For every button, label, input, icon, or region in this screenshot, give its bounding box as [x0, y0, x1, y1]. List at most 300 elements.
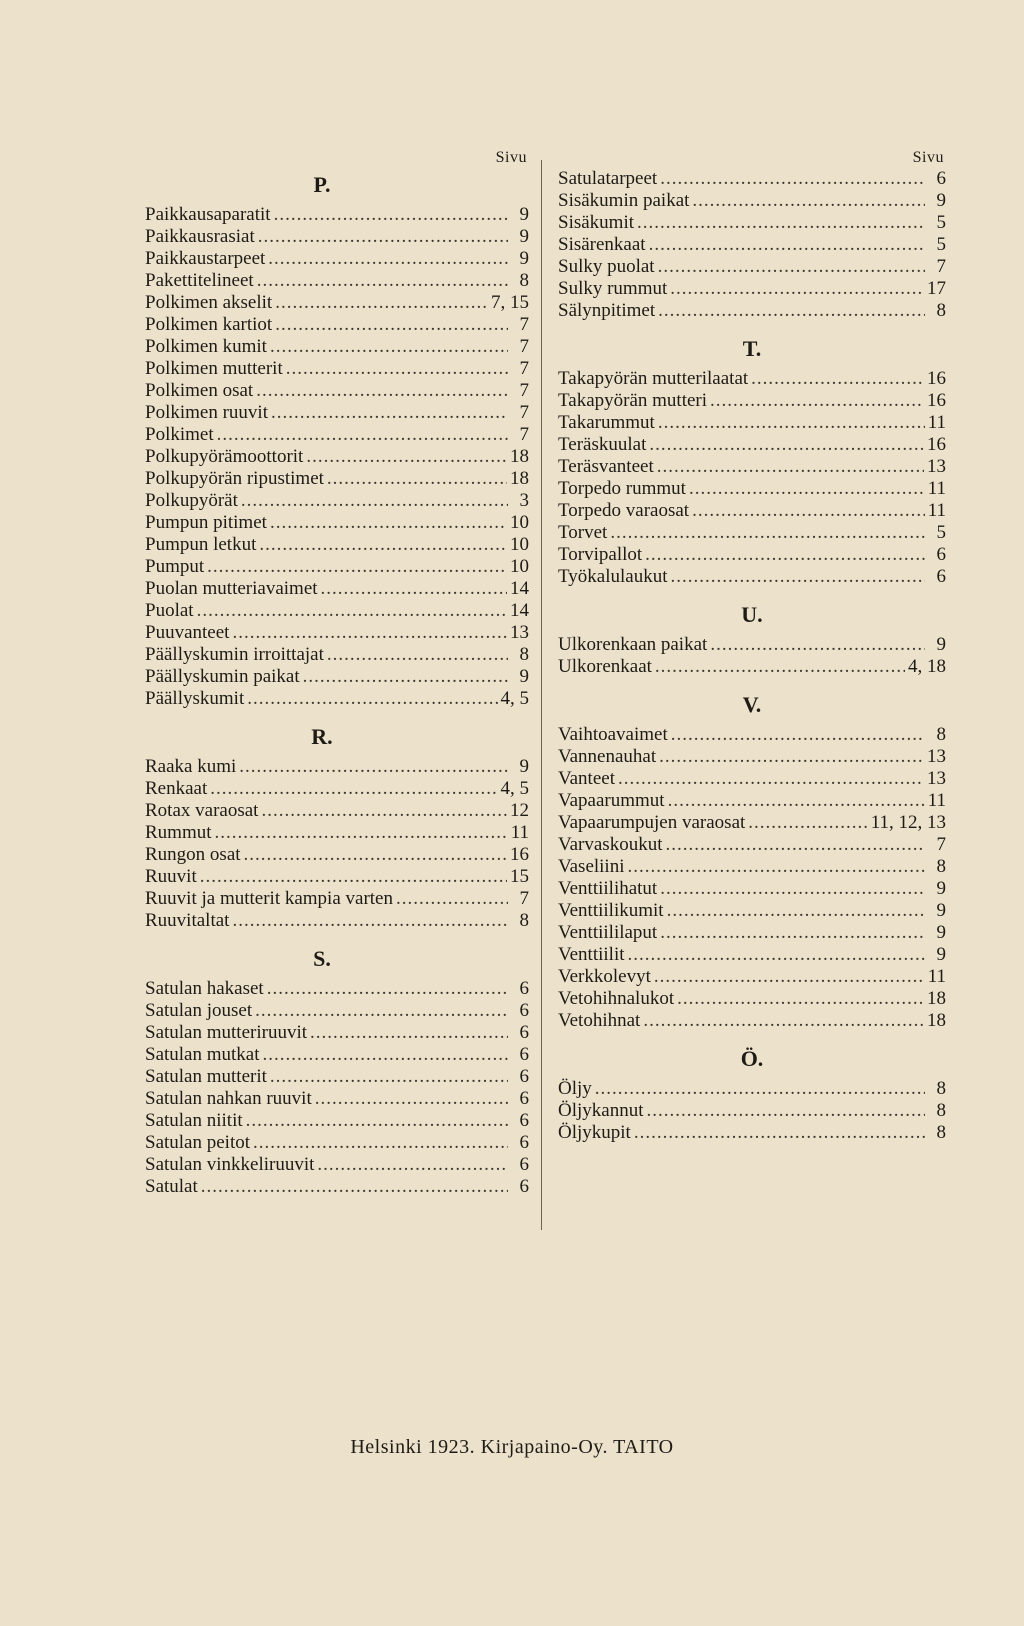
index-entry	[145, 292, 529, 314]
entry-page-number: 7	[519, 314, 529, 335]
index-entry	[558, 456, 946, 478]
entry-name: Satulan peitot	[145, 1132, 251, 1153]
entry-name: Teräskuulat	[558, 434, 647, 455]
entry-page-number: 6	[936, 168, 946, 189]
entry-name: Satulan niitit	[145, 1110, 243, 1131]
index-entry	[145, 844, 529, 866]
entry-name: Rummut	[145, 822, 212, 843]
dot-leader	[628, 944, 926, 966]
dot-leader	[274, 204, 508, 226]
index-entry	[558, 368, 946, 390]
dot-leader	[239, 756, 508, 778]
dot-leader	[670, 278, 924, 300]
page-column-header: Sivu	[912, 149, 944, 166]
index-section	[558, 692, 946, 1032]
index-entry	[558, 412, 946, 434]
section-letter-heading: P.	[313, 172, 331, 197]
entry-page-number: 15	[510, 866, 529, 887]
entry-page-number: 7, 15	[491, 292, 529, 313]
index-entry	[145, 688, 529, 710]
entry-page-number: 7	[519, 424, 529, 445]
entry-page-number: 5	[936, 212, 946, 233]
entry-name: Pumpun letkut	[145, 534, 257, 555]
entry-page-number: 9	[519, 226, 529, 247]
dot-leader	[643, 1010, 924, 1032]
entry-page-number: 4, 5	[500, 778, 529, 799]
entry-page-number: 11	[927, 966, 946, 987]
entry-page-number: 9	[519, 756, 529, 777]
index-entry	[145, 910, 529, 932]
entry-page-number: 6	[519, 1066, 529, 1087]
entry-name: Satulan mutkat	[145, 1044, 260, 1065]
entry-name: Varvaskoukut	[558, 834, 663, 855]
index-entry	[558, 1010, 946, 1032]
entry-page-number: 4, 18	[908, 656, 946, 677]
dot-leader	[210, 778, 497, 800]
index-entry	[558, 212, 946, 234]
index-entry	[558, 566, 946, 588]
index-entry	[558, 900, 946, 922]
dot-leader	[268, 248, 508, 270]
entry-page-number: 6	[519, 1044, 529, 1065]
index-entry	[145, 490, 529, 512]
entry-name: Vapaarummut	[558, 790, 665, 811]
index-entry	[145, 512, 529, 534]
index-entry	[145, 800, 529, 822]
entry-page-number: 6	[519, 1022, 529, 1043]
dot-leader	[667, 900, 925, 922]
index-entry	[145, 1066, 529, 1088]
index-entry	[145, 424, 529, 446]
entry-name: Päällyskumin irroittajat	[145, 644, 324, 665]
dot-leader	[659, 746, 924, 768]
dot-leader	[207, 556, 507, 578]
entry-name: Polkimen ruuvit	[145, 402, 268, 423]
entry-name: Takapyörän mutteri	[558, 390, 708, 411]
entry-name: Vapaarumpujen varaosat	[558, 812, 746, 833]
index-entry	[145, 888, 529, 910]
dot-leader	[660, 922, 925, 944]
dot-leader	[595, 1078, 925, 1100]
dot-leader	[317, 1154, 508, 1176]
entry-page-number: 18	[927, 1010, 946, 1031]
entry-name: Verkkolevyt	[558, 966, 651, 987]
entry-name: Sulky rummut	[558, 278, 668, 299]
dot-leader	[275, 314, 508, 336]
entry-name: Polkupyörät	[145, 490, 238, 511]
entry-name: Pumput	[145, 556, 205, 577]
entry-page-number: 16	[510, 844, 529, 865]
index-entry	[145, 468, 529, 490]
entry-name: Polkimet	[145, 424, 214, 445]
entry-name: Torpedo varaosat	[558, 500, 690, 521]
entry-name: Satulan mutteriruuvit	[145, 1022, 308, 1043]
entry-name: Vaihtoavaimet	[558, 724, 668, 745]
entry-name: Venttiilihatut	[558, 878, 658, 899]
dot-leader	[692, 190, 925, 212]
index-column-left	[145, 148, 529, 1212]
index-entry	[558, 522, 946, 544]
dot-leader	[654, 966, 925, 988]
index-entry	[558, 656, 946, 678]
dot-leader	[271, 402, 508, 424]
index-section	[145, 172, 529, 710]
entry-page-number: 11	[927, 478, 946, 499]
dot-leader	[634, 1122, 925, 1144]
entry-page-number: 17	[927, 278, 946, 299]
dot-leader	[246, 1110, 508, 1132]
entry-page-number: 8	[519, 644, 529, 665]
dot-leader	[637, 212, 925, 234]
index-entry	[145, 866, 529, 888]
entry-page-number: 13	[510, 622, 529, 643]
dot-leader	[396, 888, 508, 910]
entry-name: Vetohihnat	[558, 1010, 641, 1031]
entry-page-number: 13	[927, 746, 946, 767]
dot-leader	[692, 500, 925, 522]
dot-leader	[270, 336, 508, 358]
entry-page-number: 12	[510, 800, 529, 821]
entry-name: Venttiilikumit	[558, 900, 664, 921]
entry-name: Sisärenkaat	[558, 234, 646, 255]
index-entry	[145, 1132, 529, 1154]
index-entry	[145, 226, 529, 248]
entry-page-number: 9	[936, 944, 946, 965]
index-entry	[558, 812, 946, 834]
section-letter-heading: U.	[741, 602, 763, 627]
index-entry	[145, 756, 529, 778]
dot-leader	[261, 800, 507, 822]
dot-leader	[232, 910, 508, 932]
entry-page-number: 16	[927, 368, 946, 389]
dot-leader	[670, 566, 925, 588]
index-column-right	[558, 148, 946, 1158]
index-entry	[145, 622, 529, 644]
entry-name: Pumpun pitimet	[145, 512, 267, 533]
index-entry	[558, 434, 946, 456]
entry-name: Öljy	[558, 1078, 592, 1099]
index-entry	[145, 402, 529, 424]
dot-leader	[275, 292, 488, 314]
entry-name: Pakettitelineet	[145, 270, 254, 291]
dot-leader	[303, 666, 508, 688]
entry-page-number: 10	[510, 556, 529, 577]
dot-leader	[270, 1066, 508, 1088]
index-entry	[145, 1000, 529, 1022]
entry-name: Rungon osat	[145, 844, 241, 865]
dot-leader	[649, 234, 925, 256]
section-list	[145, 172, 529, 1198]
entry-name: Polkupyörän ripustimet	[145, 468, 324, 489]
dot-leader	[256, 380, 508, 402]
index-entry	[558, 834, 946, 856]
entry-name: Polkupyörämoottorit	[145, 446, 304, 467]
index-entry	[558, 478, 946, 500]
index-entry	[558, 746, 946, 768]
dot-leader	[610, 522, 925, 544]
index-entry	[558, 1100, 946, 1122]
entry-name: Paikkaustarpeet	[145, 248, 266, 269]
dot-leader	[258, 226, 508, 248]
dot-leader	[665, 834, 925, 856]
entry-page-number: 8	[936, 856, 946, 877]
entry-page-number: 8	[936, 300, 946, 321]
entry-page-number: 7	[519, 358, 529, 379]
entry-name: Sälynpitimet	[558, 300, 656, 321]
dot-leader	[649, 434, 924, 456]
index-entry	[558, 190, 946, 212]
entry-page-number: 18	[510, 468, 529, 489]
index-entry	[558, 922, 946, 944]
index-entry	[558, 944, 946, 966]
dot-leader	[321, 578, 507, 600]
dot-leader	[658, 300, 925, 322]
entry-name: Vetohihnalukot	[558, 988, 675, 1009]
entry-page-number: 9	[519, 666, 529, 687]
index-entry	[558, 856, 946, 878]
entry-name: Satulan nahkan ruuvit	[145, 1088, 312, 1109]
index-entry	[558, 724, 946, 746]
entry-page-number: 8	[936, 1100, 946, 1121]
entry-name: Puolan mutteriavaimet	[145, 578, 318, 599]
dot-leader	[748, 812, 867, 834]
dot-leader	[668, 790, 925, 812]
index-entry	[145, 248, 529, 270]
dot-leader	[263, 1044, 508, 1066]
page-column-header: Sivu	[495, 149, 527, 166]
entry-page-number: 18	[510, 446, 529, 467]
section-letter-heading: R.	[311, 724, 333, 749]
entry-page-number: 8	[936, 724, 946, 745]
entry-page-number: 9	[936, 900, 946, 921]
entry-name: Sulky puolat	[558, 256, 655, 277]
dot-leader	[689, 478, 925, 500]
entry-page-number: 7	[519, 402, 529, 423]
index-entry	[145, 978, 529, 1000]
index-section	[558, 602, 946, 678]
entry-page-number: 6	[519, 1088, 529, 1109]
dot-leader	[751, 368, 924, 390]
index-entry	[558, 278, 946, 300]
section-letter-heading: Ö.	[740, 1046, 764, 1071]
index-entry	[558, 390, 946, 412]
entry-page-number: 11	[927, 500, 946, 521]
entry-name: Paikkausaparatit	[145, 204, 271, 225]
dot-leader	[645, 544, 925, 566]
entry-name: Polkimen kartiot	[145, 314, 273, 335]
index-section	[145, 946, 529, 1198]
entry-name: Työkalulaukut	[558, 566, 668, 587]
entry-page-number: 9	[936, 190, 946, 211]
index-entry	[145, 314, 529, 336]
entry-name: Ruuvit ja mutterit kampia varten	[145, 888, 393, 909]
entry-page-number: 8	[936, 1078, 946, 1099]
dot-leader	[306, 446, 507, 468]
dot-leader	[655, 656, 905, 678]
entry-name: Raaka kumi	[145, 756, 237, 777]
dot-leader	[671, 724, 925, 746]
entry-name: Polkimen kumit	[145, 336, 267, 357]
entry-name: Polkimen osat	[145, 380, 254, 401]
dot-leader	[660, 168, 925, 190]
entry-name: Ulkorenkaan paikat	[558, 634, 708, 655]
dot-leader	[657, 456, 924, 478]
entry-name: Torvipallot	[558, 544, 643, 565]
index-entry	[145, 1022, 529, 1044]
index-entry	[558, 966, 946, 988]
dot-leader	[217, 424, 508, 446]
entry-page-number: 14	[510, 578, 529, 599]
entry-name: Venttiilit	[558, 944, 625, 965]
index-entry	[145, 204, 529, 226]
index-entry	[145, 556, 529, 578]
entry-page-number: 11	[927, 412, 946, 433]
index-entry	[558, 168, 946, 190]
entry-name: Puolat	[145, 600, 194, 621]
index-entry	[558, 988, 946, 1010]
entry-page-number: 14	[510, 600, 529, 621]
entry-page-number: 5	[936, 234, 946, 255]
entry-page-number: 9	[519, 204, 529, 225]
dot-leader	[327, 468, 507, 490]
entry-name: Päällyskumit	[145, 688, 245, 709]
dot-leader	[232, 622, 507, 644]
entry-page-number: 16	[927, 434, 946, 455]
entry-name: Polkimen akselit	[145, 292, 273, 313]
dot-leader	[710, 390, 924, 412]
dot-leader	[270, 512, 507, 534]
dot-leader	[241, 490, 508, 512]
index-entry	[145, 666, 529, 688]
dot-leader	[247, 688, 497, 710]
index-entry	[558, 544, 946, 566]
entry-name: Sisäkumit	[558, 212, 635, 233]
dot-leader	[628, 856, 926, 878]
entry-name: Päällyskumin paikat	[145, 666, 300, 687]
entry-name: Satulan vinkkeliruuvit	[145, 1154, 315, 1175]
dot-leader	[215, 822, 508, 844]
dot-leader	[710, 634, 925, 656]
index-entry	[145, 578, 529, 600]
dot-leader	[658, 412, 925, 434]
index-entry	[145, 446, 529, 468]
dot-leader	[677, 988, 924, 1010]
entry-name: Sisäkumin paikat	[558, 190, 690, 211]
entry-page-number: 9	[936, 922, 946, 943]
entry-page-number: 6	[936, 544, 946, 565]
entry-page-number: 9	[936, 878, 946, 899]
entry-page-number: 6	[519, 978, 529, 999]
entry-name: Ulkorenkaat	[558, 656, 652, 677]
entry-name: Satulan jouset	[145, 1000, 253, 1021]
entry-name: Torpedo rummut	[558, 478, 686, 499]
index-entry	[145, 534, 529, 556]
entry-name: Polkimen mutterit	[145, 358, 283, 379]
entry-page-number: 9	[936, 634, 946, 655]
entry-name: Satulat	[145, 1176, 198, 1197]
entry-page-number: 8	[519, 270, 529, 291]
index-entry	[558, 878, 946, 900]
entry-name: Vannenauhat	[558, 746, 657, 767]
entry-page-number: 18	[927, 988, 946, 1009]
index-entry	[145, 270, 529, 292]
dot-leader	[327, 644, 508, 666]
index-section	[558, 168, 946, 322]
dot-leader	[259, 534, 507, 556]
entry-name: Takarummut	[558, 412, 655, 433]
entry-name: Vanteet	[558, 768, 615, 789]
section-letter-heading: V.	[742, 692, 762, 717]
entry-page-number: 6	[519, 1132, 529, 1153]
index-section	[145, 724, 529, 932]
dot-leader	[253, 1132, 508, 1154]
index-section	[558, 336, 946, 588]
index-entry	[145, 1110, 529, 1132]
entry-name: Venttiililaput	[558, 922, 658, 943]
dot-leader	[647, 1100, 926, 1122]
index-entry	[145, 1088, 529, 1110]
entry-name: Vaseliini	[558, 856, 625, 877]
index-entry	[558, 256, 946, 278]
index-entry	[558, 1122, 946, 1144]
index-entry	[558, 790, 946, 812]
entry-name: Satulatarpeet	[558, 168, 658, 189]
section-letter-heading: T.	[742, 336, 762, 361]
entry-name: Ruuvitaltat	[145, 910, 230, 931]
dot-leader	[315, 1088, 508, 1110]
entry-page-number: 9	[519, 248, 529, 269]
entry-page-number: 16	[927, 390, 946, 411]
dot-leader	[658, 256, 925, 278]
section-letter-heading: S.	[313, 946, 331, 971]
entry-page-number: 3	[519, 490, 529, 511]
index-entry	[558, 1078, 946, 1100]
entry-page-number: 7	[936, 256, 946, 277]
dot-leader	[267, 978, 508, 1000]
index-entry	[558, 768, 946, 790]
entry-page-number: 6	[519, 1000, 529, 1021]
index-entry	[145, 1176, 529, 1198]
dot-leader	[244, 844, 507, 866]
entry-name: Öljykannut	[558, 1100, 644, 1121]
entry-name: Takapyörän mutterilaatat	[558, 368, 749, 389]
index-entry	[145, 358, 529, 380]
index-section	[558, 1046, 946, 1144]
entry-name: Teräsvanteet	[558, 456, 654, 477]
index-entry	[145, 778, 529, 800]
entry-page-number: 10	[510, 512, 529, 533]
index-entry	[558, 500, 946, 522]
entry-name: Öljykupit	[558, 1122, 631, 1143]
section-list	[558, 168, 946, 1144]
entry-page-number: 8	[519, 910, 529, 931]
entry-name: Satulan mutterit	[145, 1066, 267, 1087]
dot-leader	[257, 270, 508, 292]
entry-page-number: 11	[927, 790, 946, 811]
column-divider	[541, 160, 542, 1230]
entry-page-number: 13	[927, 456, 946, 477]
dot-leader	[286, 358, 508, 380]
index-entry	[145, 600, 529, 622]
entry-page-number: 7	[519, 888, 529, 909]
dot-leader	[618, 768, 924, 790]
index-entry	[145, 1154, 529, 1176]
index-entry	[145, 1044, 529, 1066]
entry-page-number: 11, 12, 13	[870, 812, 946, 833]
index-entry	[558, 634, 946, 656]
entry-name: Rotax varaosat	[145, 800, 259, 821]
entry-name: Renkaat	[145, 778, 208, 799]
